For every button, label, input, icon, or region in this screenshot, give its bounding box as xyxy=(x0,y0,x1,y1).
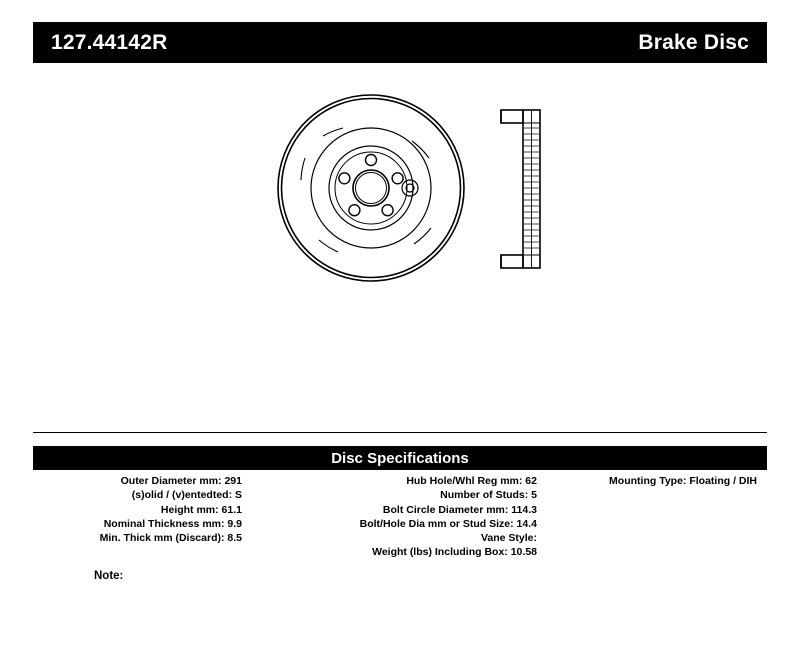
spec-column-middle xyxy=(248,474,543,560)
spec-item: Outer Diameter mm: 291 xyxy=(120,475,242,487)
spec-column-left xyxy=(33,474,248,545)
spec-item: Bolt/Hole Dia mm or Stud Size: 14.4 xyxy=(359,517,537,530)
brake-rotor-technical-drawing xyxy=(33,70,767,430)
section-divider xyxy=(33,432,767,433)
spec-item: Vane Style: xyxy=(480,532,537,545)
spec-section-title: Disc Specifications xyxy=(33,446,767,470)
spec-item: Hub Hole/Whl Reg mm: 62 xyxy=(406,475,537,487)
spec-body xyxy=(33,474,767,560)
spec-item: Mounting Type: Floating / DIH xyxy=(609,475,757,487)
brake-rotor-drawing xyxy=(33,70,767,430)
header-bar xyxy=(33,22,767,63)
spec-item: Number of Studs: 5 xyxy=(440,489,537,502)
spec-item: Height mm: 61.1 xyxy=(160,503,242,516)
spec-column-right xyxy=(543,474,767,488)
part-number: 127.44142R xyxy=(51,30,168,54)
spec-item: (s)olid / (v)entedted: S xyxy=(131,489,242,502)
note-label: Note: xyxy=(94,570,124,582)
spec-item: Bolt Circle Diameter mm: 114.3 xyxy=(382,503,537,516)
spec-item: Weight (lbs) Including Box: 10.58 xyxy=(372,546,537,559)
spec-item: Nominal Thickness mm: 9.9 xyxy=(103,517,242,530)
spec-item: Min. Thick mm (Discard): 8.5 xyxy=(99,532,242,545)
product-title: Brake Disc xyxy=(638,30,749,54)
